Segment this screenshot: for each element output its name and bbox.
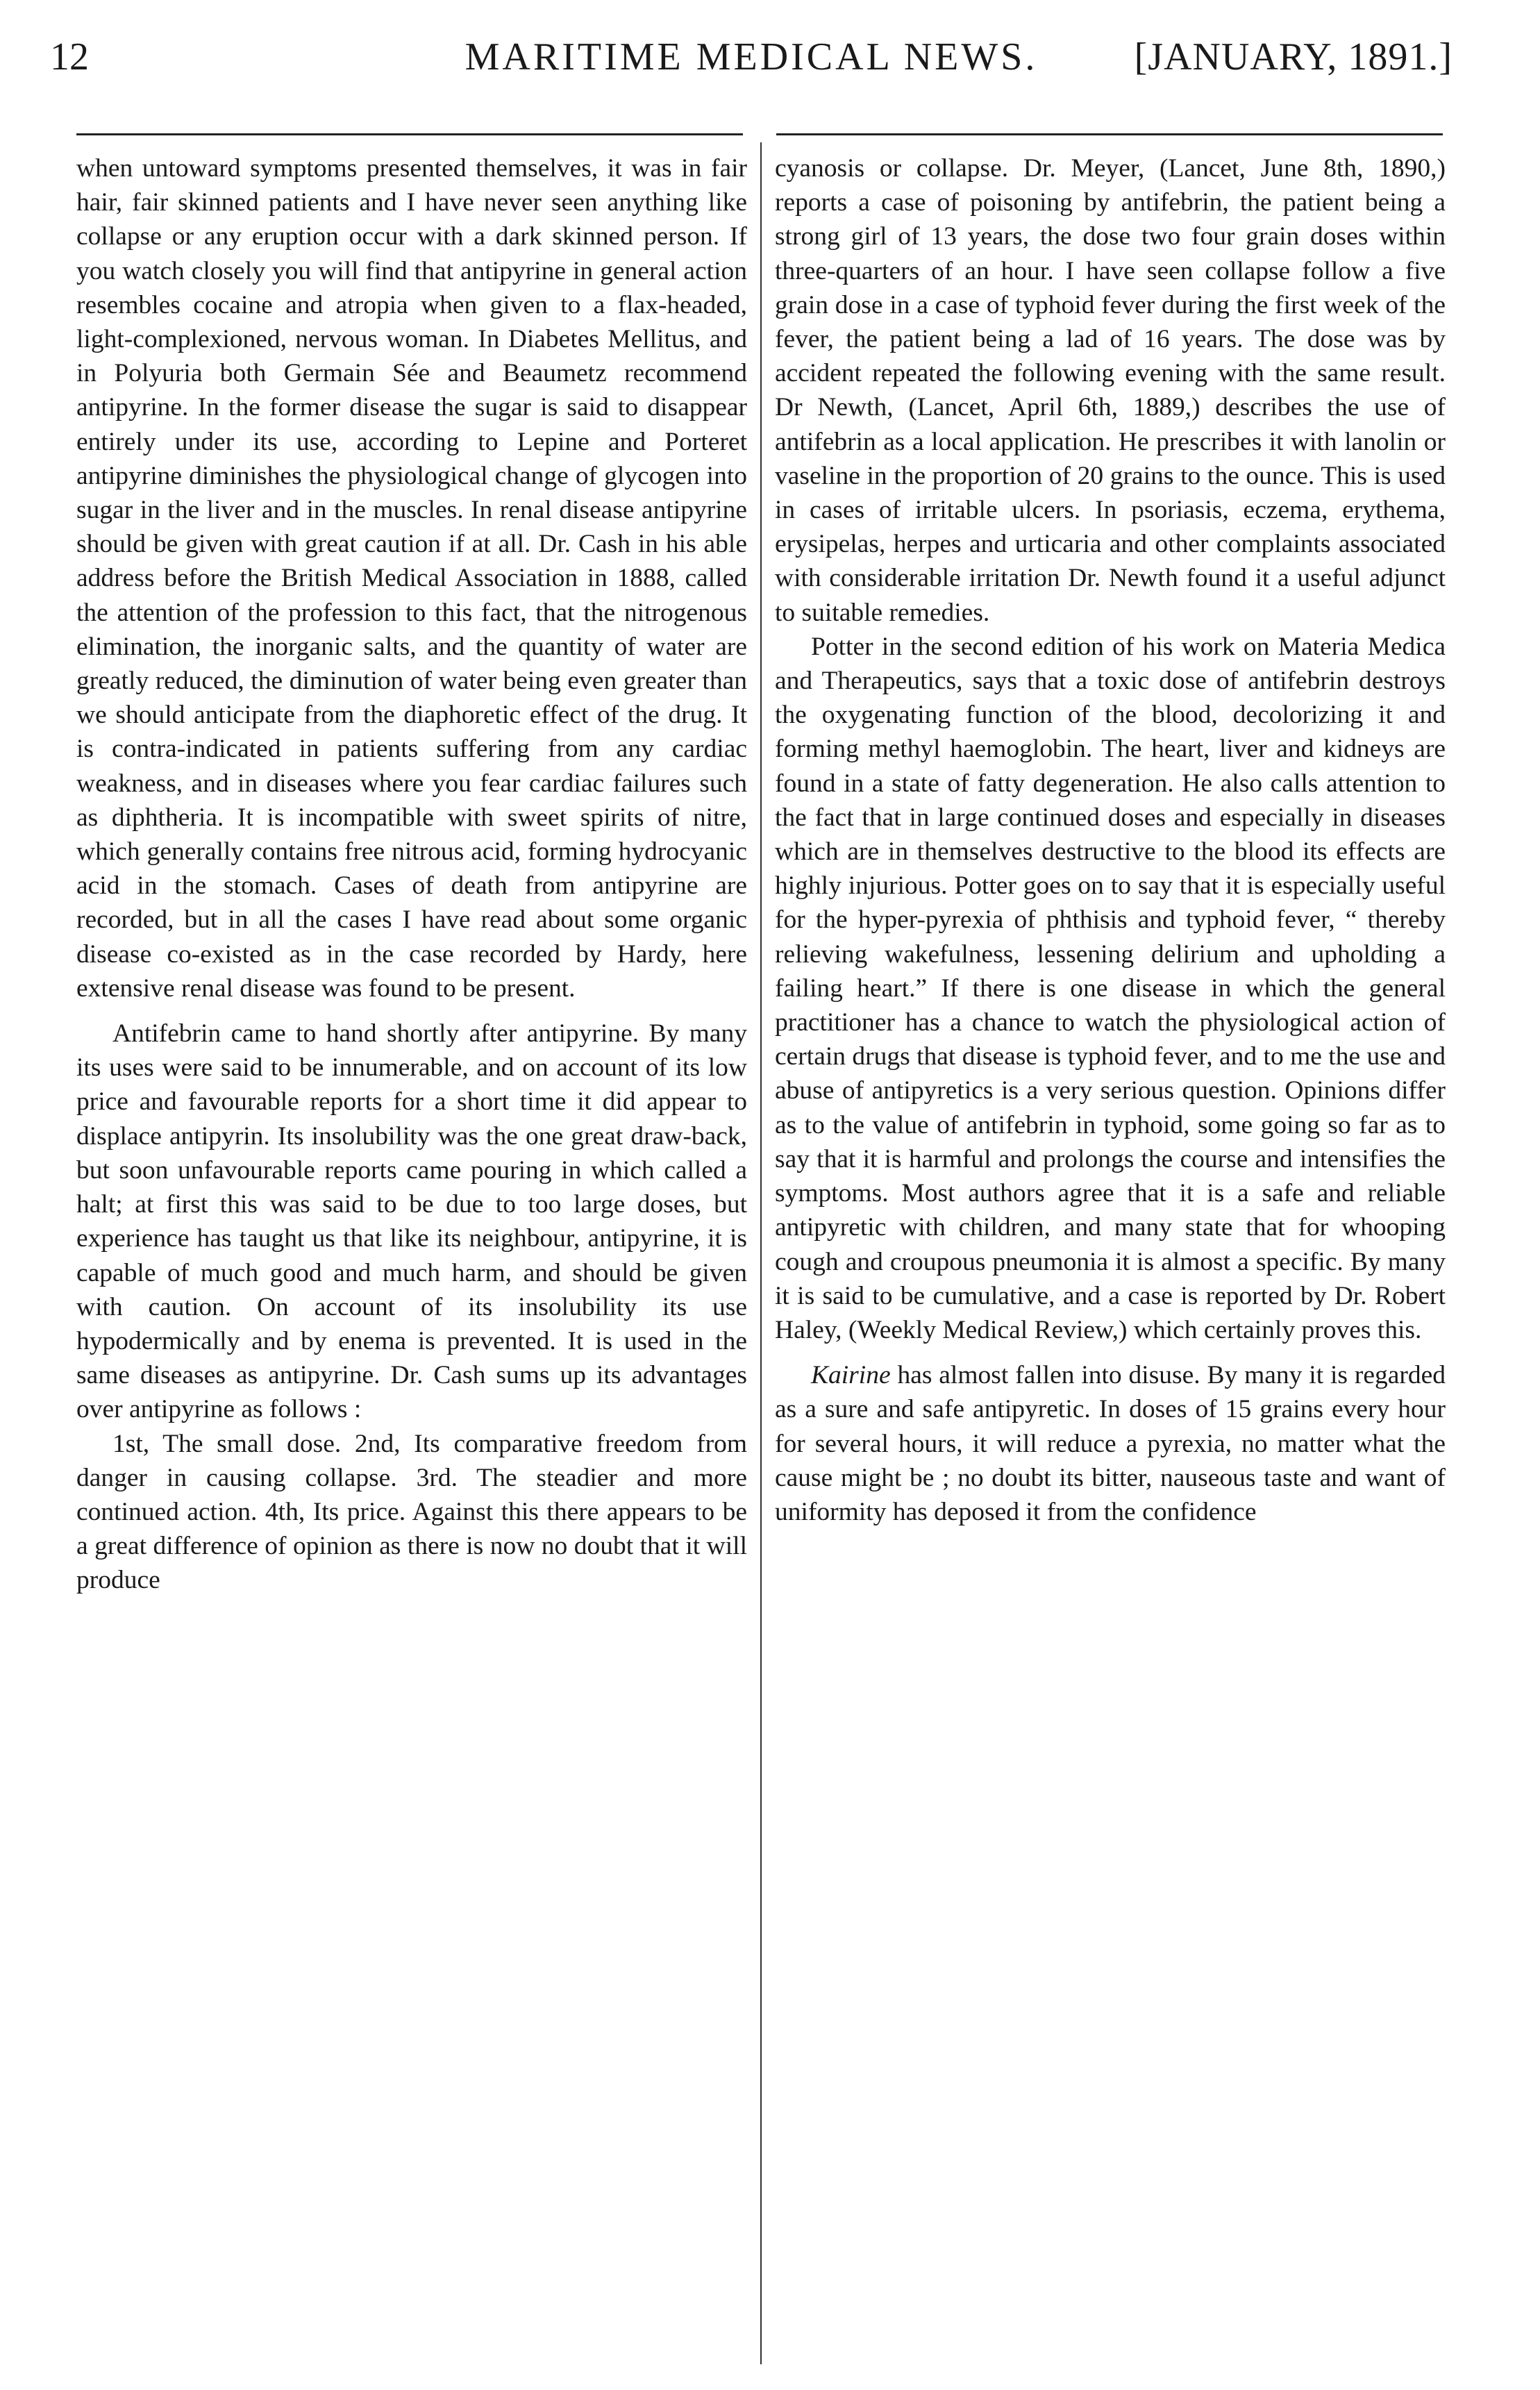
left-column (76, 151, 747, 1598)
kairine-term: Kairine (811, 1361, 891, 1390)
page-number: 12 (50, 35, 89, 78)
page-header (50, 28, 1453, 97)
paragraph-kairine (775, 1358, 1446, 1529)
paragraph-advantages: 1st, The small dose. 2nd, Its comparative freedom from danger in causing collapse. 3rd. The steadier and more continued action. 4th, Its price. Against this there appears to be a great difference of opinion as there is now no doubt that it will produce (76, 1429, 747, 1595)
issue-date: [JANUARY, 1891.] (1134, 35, 1453, 78)
right-column (775, 151, 1446, 1529)
journal-title: MARITIME MEDICAL NEWS. (464, 35, 1038, 78)
column-divider (760, 142, 762, 2364)
paragraph: cyanosis or collapse. Dr. Meyer, (Lancet, June 8th, 1890,) reports a case of poisoning by antifebrin, the patient being a strong girl of 13 years, the dose two four grain doses within three-quarters of an hour. I have seen collapse follow a five grain dose in a case of typhoid fever during the first week of the fever, the patient being a lad of 16 years. The dose was by accident repeated the following evening with the same result. Dr Newth, (Lancet, April 6th, 1889,) describes the use of antifebrin as a local application. He prescribes it with lanolin or vaseline in the proportion of 20 grains to the ounce. This is used in cases of irritable ulcers. In psoriasis, eczema, erythema, erysipelas, herpes and urticaria and other complaints associated with considerable irritation Dr. Newth found it a useful adjunct to suitable remedies. (775, 154, 1446, 627)
paragraph-potter: Potter in the second edition of his work on Materia Medica and Therapeutics, says that a toxic dose of antifebrin destroys the oxygenating function of the blood, decolorizing it and forming methyl haemoglobin. The heart, liver and kidneys are found in a state of fatty degeneration. He also calls attention to the fact that in large continued doses and especially in diseases which are in themselves destructive to the blood its effects are highly injurious. Potter goes on to say that it is especially useful for the hyper-pyrexia of phthisis and typhoid fever, “ thereby relieving wakefulness, lessening delirium and upholding a failing heart.” If there is one disease in which the general practitioner has a chance to watch the physiological action of certain drugs that disease is typhoid fever, and to me the use and abuse of antipyretics is a very serious question. Opinions differ as to the value of antifebrin in typhoid, some going so far as to say that it is harmful and prolongs the course and intensifies the symptoms. Most authors agree that it is a safe and reliable antipyretic with children, and many state that for whooping cough and croupous pneumonia it is almost a specific. By many it is said to be cumulative, and a case is reported by Dr. Robert Haley, (Weekly Medical Review,) which certainly proves this. (775, 632, 1446, 1344)
paragraph: when untoward symptoms presented themselves, it was in fair hair, fair skinned patients and I have never seen anything like collapse or any eruption occur with a dark skinned person. If you watch closely you will find that antipyrine in general action resembles cocaine and atropia when given to a flax-headed, light-complexioned, nervous woman. In Diabetes Mellitus, and in Polyuria both Germain Sée and Beaumetz recommend antipyrine. In the former disease the sugar is said to disappear entirely under its use, according to Lepine and Porteret antipyrine diminishes the physiological change of glycogen into sugar in the liver and in the muscles. In renal disease antipyrine should be given with great caution if at all. Dr. Cash in his able address before the British Medical Association in 1888, called the attention of the profession to this fact, that the nitrogenous elimination, the inorganic salts, and the quantity of water are greatly reduced, the diminution of water being even greater than we should anticipate from the diaphoretic effect of the drug. It is contra-indicated in patients suffering from any cardiac weakness, and in diseases where you fear cardiac failures such as diphtheria. It is incompatible with sweet spirits of nitre, which generally contains free nitrous acid, forming hydrocyanic acid in the stomach. Cases of death from antipyrine are recorded, but in all the cases I have read about some organic disease co-existed as in the case recorded by Hardy, here extensive renal disease was found to be present. (76, 154, 747, 1003)
paragraph-antifebrin: Antifebrin came to hand shortly after antipyrine. By many its uses were said to be innumerable, and on account of its low price and favourable reports for a short time it did appear to displace antipyrin. Its insolubility was the one great draw-back, but soon unfavourable reports came pouring in which called a halt; at first this was said to be due to too large doses, but experience has taught us that like its neighbour, antipyrine, it is capable of much good and much harm, and should be given with caution. On account of its insolubility its use hypodermically and by enema is prevented. It is used in the same diseases as antipyrine. Dr. Cash sums up its advantages over antipyrine as follows : (76, 1019, 747, 1424)
header-rule-right (776, 133, 1443, 135)
kairine-text: has almost fallen into disuse. By many it is regarded as a sure and safe antipyretic. In doses of 15 grains every hour for several hours, it will reduce a pyrexia, no matter what the cause might be ; no doubt its bitter, nauseous taste and want of uniformity has deposed it from the confidence (775, 1361, 1446, 1526)
header-rule-left (76, 133, 743, 135)
